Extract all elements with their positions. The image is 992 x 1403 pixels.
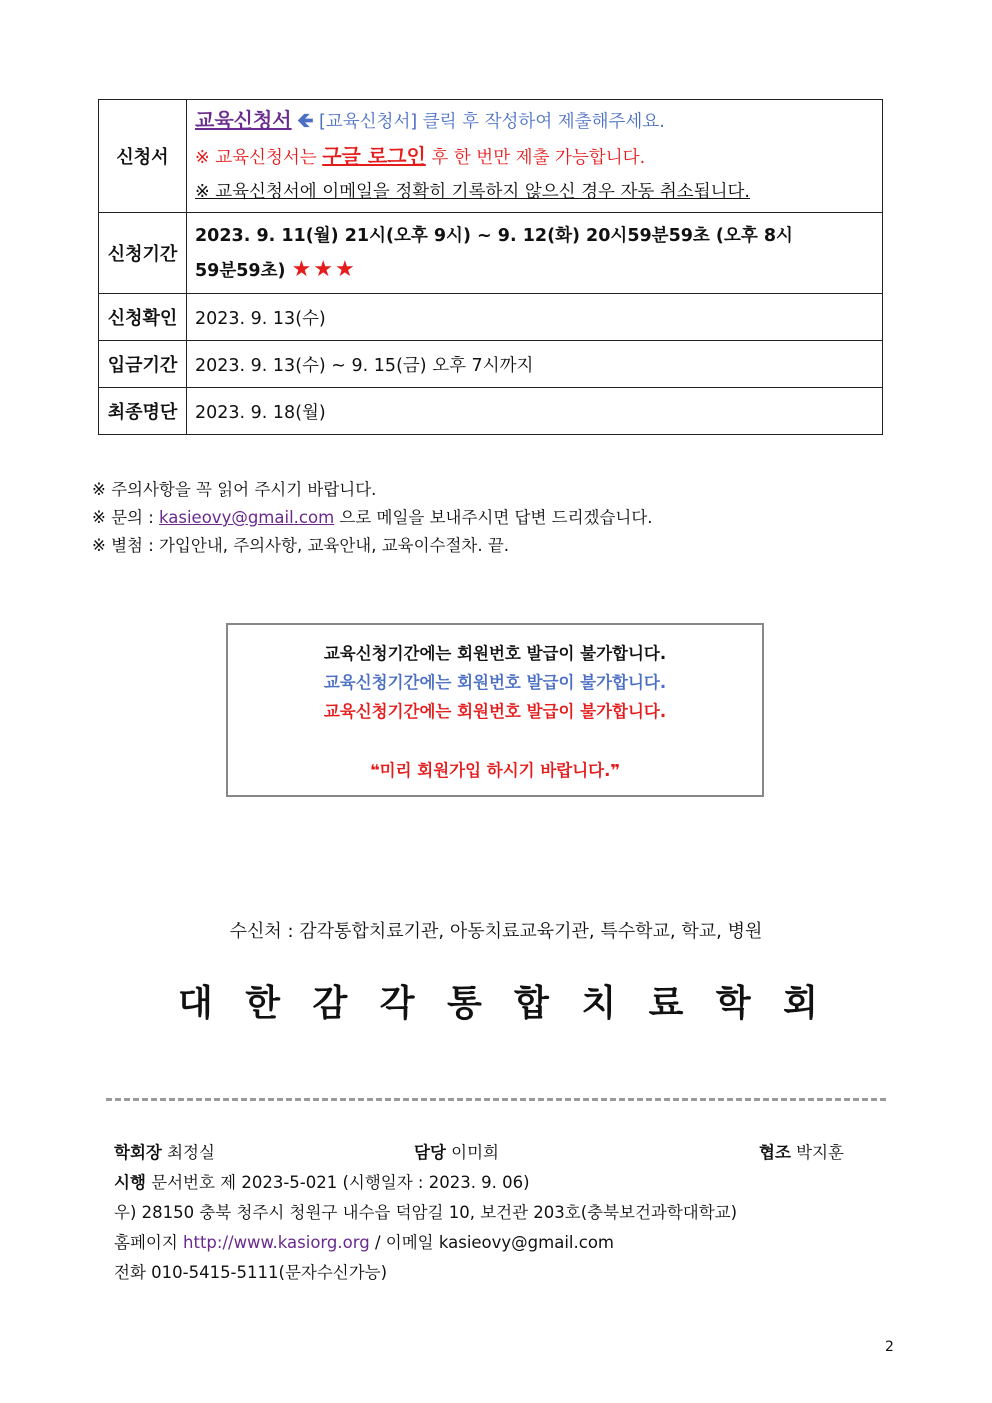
notice-line-red: 교육신청기간에는 회원번호 발급이 불가합니다. [323, 702, 667, 721]
homepage-line [114, 1228, 854, 1258]
recipients-line: 수신처 : 감각통합치료기관, 아동치료교육기관, 특수학교, 학교, 병원 [229, 921, 763, 942]
table-row-final [99, 388, 883, 435]
org-char: 합 [514, 982, 549, 1024]
dashed-divider [106, 1098, 886, 1101]
arrow-left-icon: 🡸 [297, 108, 314, 132]
confirm-date: 2023. 9. 13(수) [187, 294, 883, 341]
enforce-label: 시행 [114, 1173, 146, 1192]
notice-line-blue: 교육신청기간에는 회원번호 발급이 불가합니다. [323, 673, 667, 692]
final-list-date: 2023. 9. 18(월) [187, 388, 883, 435]
org-char: 대 [178, 982, 213, 1024]
homepage-label: 홈페이지 [114, 1233, 178, 1252]
table-row-confirm [99, 294, 883, 341]
signup-request: ❝미리 회원가입 하시기 바랍니다.❞ [369, 761, 621, 780]
manager-name: 이미희 [451, 1143, 499, 1162]
star-icon: ★★★ [291, 256, 357, 282]
email-cancel-note: ※ 교육신청서에 이메일을 정확히 기록하지 않으신 경우 자동 취소됩니다. [195, 182, 750, 202]
phone-line: 전화 010-5415-5111(문자수신가능) [114, 1263, 388, 1282]
email-separator: / 이메일 [374, 1233, 434, 1252]
cooperation-name: 박지훈 [796, 1143, 844, 1162]
org-char: 회 [783, 982, 818, 1024]
org-char: 치 [581, 982, 617, 1024]
org-char: 각 [379, 982, 415, 1024]
org-char: 료 [648, 982, 684, 1024]
homepage-link[interactable]: http://www.kasiorg.org [183, 1233, 370, 1252]
login-note-prefix: ※ 교육신청서는 [195, 148, 323, 168]
cooperation-label: 협조 [759, 1143, 791, 1162]
row-header-period: 신청기간 [99, 213, 187, 294]
row-header-application: 신청서 [99, 100, 187, 213]
schedule-table [98, 99, 883, 435]
address-line: 우) 28150 충북 청주시 청원구 내수읍 덕암길 10, 보건관 203호(충북보건과학대학교) [114, 1203, 738, 1222]
google-login-emphasis: 구글 로그인 [322, 144, 426, 168]
organization-name [178, 975, 818, 1026]
staff-line [114, 1138, 854, 1168]
note-attachments: ※ 별첨 : 가입안내, 주의사항, 교육안내, 교육이수절차. 끝. [92, 536, 510, 555]
president-name: 최정실 [167, 1143, 215, 1162]
enforcement-line [114, 1168, 854, 1198]
period-cell [187, 213, 883, 294]
manager-label: 담당 [414, 1143, 446, 1162]
enforce-text: 문서번호 제 2023-5-021 (시행일자 : 2023. 9. 06) [151, 1173, 530, 1192]
application-cell [187, 100, 883, 213]
org-char: 감 [312, 982, 348, 1024]
notes-section [92, 476, 653, 560]
login-note-suffix: 후 한 번만 제출 가능합니다. [425, 148, 646, 168]
notice-box [226, 623, 764, 797]
footer-email[interactable]: kasieovy@gmail.com [438, 1233, 614, 1252]
org-char: 한 [245, 982, 281, 1024]
page-number: 2 [885, 1339, 894, 1355]
inquiry-suffix: 으로 메일을 보내주시면 답변 드리겠습니다. [334, 508, 653, 527]
period-line1: 2023. 9. 11(월) 21시(오후 9시) ~ 9. 12(화) 20시59분59초 (오후 8시 [195, 225, 793, 246]
note-read-caution: ※ 주의사항을 꼭 읽어 주시기 바랍니다. [92, 480, 377, 499]
inquiry-prefix: ※ 문의 : [92, 508, 159, 527]
table-row-payment [99, 341, 883, 388]
application-instruction: [교육신청서] 클릭 후 작성하여 제출해주세요. [319, 112, 665, 132]
org-char: 학 [715, 982, 751, 1024]
period-line2: 59분59초) [195, 260, 286, 281]
row-header-confirm: 신청확인 [99, 294, 187, 341]
application-form-link[interactable]: 교육신청서 [195, 108, 292, 132]
notice-line-black: 교육신청기간에는 회원번호 발급이 불가합니다. [323, 644, 667, 663]
president-label: 학회장 [114, 1143, 162, 1162]
org-char: 통 [446, 982, 482, 1024]
note-inquiry [92, 504, 653, 532]
row-header-final: 최종명단 [99, 388, 187, 435]
table-row-period [99, 213, 883, 294]
footer-info [114, 1138, 854, 1288]
payment-period: 2023. 9. 13(수) ~ 9. 15(금) 오후 7시까지 [187, 341, 883, 388]
table-row-application [99, 100, 883, 213]
row-header-payment: 입금기간 [99, 341, 187, 388]
inquiry-email-link[interactable]: kasieovy@gmail.com [159, 508, 335, 527]
